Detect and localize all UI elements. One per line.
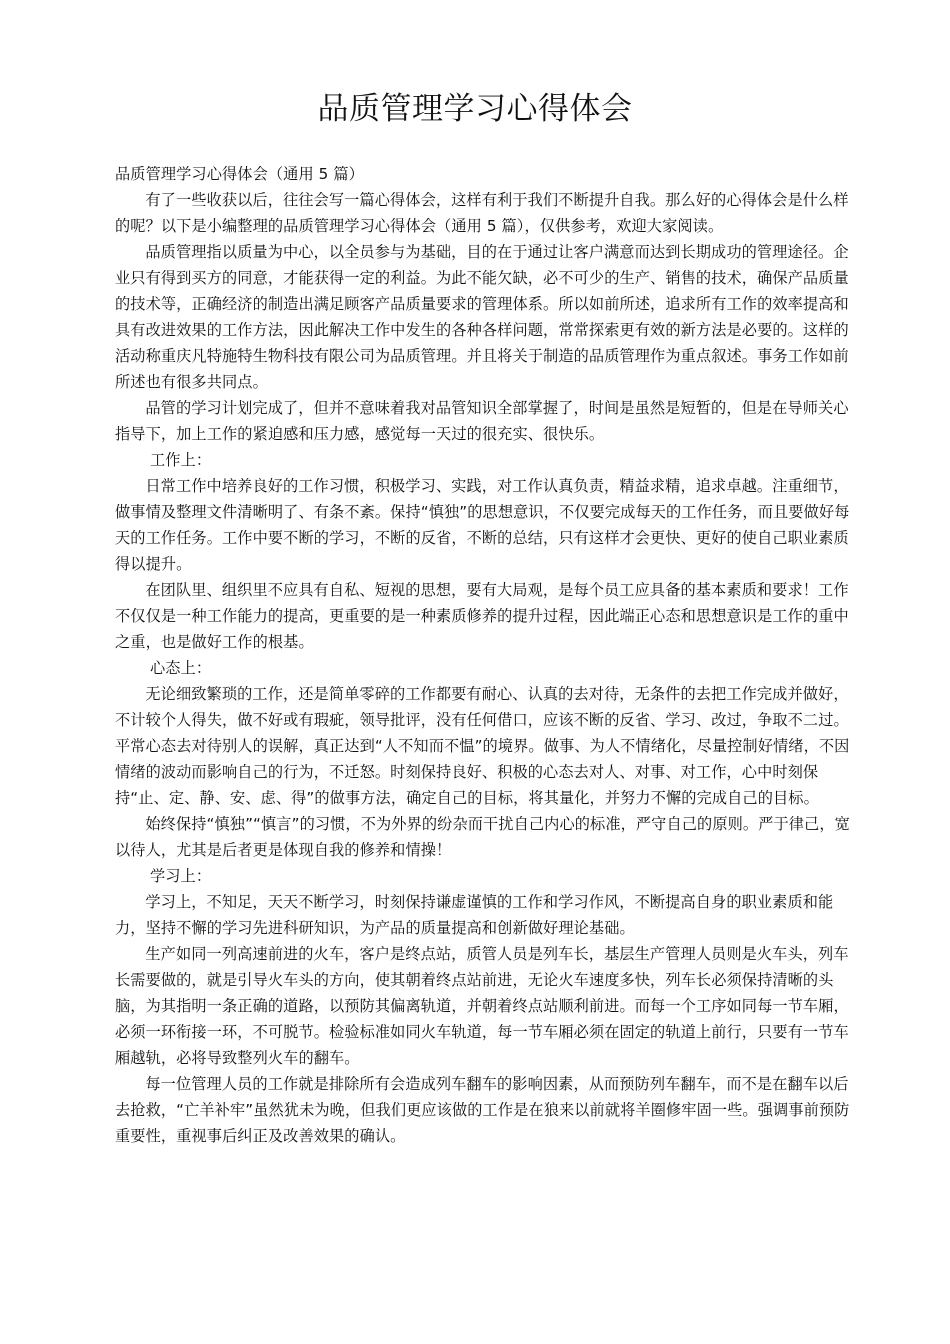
paragraph-self-discipline: 始终保持“慎独”“慎言”的习惯，不为外界的纷杂而干扰自己内心的标准，严守自己的原则。严于律己，宽以待人，尤其是后者更是体现自我的修养和情操！ <box>115 815 850 859</box>
section-heading-work: 工作上： <box>149 451 212 469</box>
paragraph-learning: 学习上，不知足，天天不断学习，时刻保持谦虚谨慎的工作和学习作风，不断提高自身的职业素质和能力，坚持不懈的学习先进科研知识，为产品的质量提高和创新做好理论基础。 <box>115 893 834 937</box>
document-subtitle: 品质管理学习心得体会（通用 5 篇） <box>115 165 364 183</box>
paragraph-intro: 有了一些收获以后，往往会写一篇心得体会，这样有利于我们不断提升自我。那么好的心得体会是什么样的呢？以下是小编整理的品质管理学习心得体会（通用 5 篇），仅供参考，欢迎大家阅读。 <box>115 191 849 235</box>
paragraph-teamwork: 在团队里、组织里不应具有自私、短视的思想，要有大局观，是每个员工应具备的基本素质和要求！工作不仅仅是一种工作能力的提高，更重要的是一种素质修养的提升过程，因此端正心态和思想意识是工作的重中之重，也是做好工作的根基。 <box>115 581 849 651</box>
section-heading-learning: 学习上： <box>149 867 212 885</box>
paragraph-prevention: 每一位管理人员的工作就是排除所有会造成列车翻车的影响因素，从而预防列车翻车，而不是在翻车以后去抢救，“亡羊补牢”虽然犹未为晚，但我们更应该做的工作是在狼来以前就将羊圈修牢固一些。强调事前预防重要性，重视事后纠正及改善效果的确认。 <box>115 1075 850 1145</box>
document-title: 品质管理学习心得体会 <box>317 91 633 127</box>
paragraph-definition: 品质管理指以质量为中心，以全员参与为基础，目的在于通过让客户满意而达到长期成功的管理途径。企业只有得到买方的同意，才能获得一定的利益。为此不能欠缺，必不可少的生产、销售的技术，确保产品质量的技术等，正确经济的制造出满足顾客产品质量要求的管理体系。所以如前所述，追求所有工作的效率提高和具有改进效果的工作方法，因此解决工作中发生的各种各样问题，常常探索更有效的新方法是必要的。这样的活动称重庆凡特施特生物科技有限公司为品质管理。并且将关于制造的品质管理作为重点叙述。事务工作如前所述也有很多共同点。 <box>115 243 849 391</box>
section-heading-mindset: 心态上： <box>149 659 212 677</box>
paragraph-work-habits: 日常工作中培养良好的工作习惯，积极学习、实践，对工作认真负责，精益求精，追求卓越。注重细节，做事情及整理文件清晰明了、有条不紊。保持“慎独”的思想意识，不仅要完成每天的工作任务，而且要做好每天的工作任务。工作中要不断的学习，不断的反省，不断的总结，只有这样才会更快、更好的使自己职业素质得以提升。 <box>115 477 850 573</box>
paragraph-train-analogy: 生产如同一列高速前进的火车，客户是终点站，质管人员是列车长，基层生产管理人员则是火车头，列车长需要做的，就是引导火车头的方向，使其朝着终点站前进，无论火车速度多快，列车长必须保持清晰的头脑，为其指明一条正确的道路，以预防其偏离轨道，并朝着终点站顺利前进。而每一个工序如同每一节车厢，必须一环衔接一环，不可脱节。检验标准如同火车轨道，每一节车厢必须在固定的轨道上前行，只要有一节车厢越轨，必将导致整列火车的翻车。 <box>115 945 849 1067</box>
paragraph-mindset: 无论细致繁琐的工作，还是简单零碎的工作都要有耐心、认真的去对待，无条件的去把工作完成并做好，不计较个人得失，做不好或有瑕疵，领导批评，没有任何借口，应该不断的反省、学习、改过，争取不二过。平常心态去对待别人的误解，真正达到“人不知而不愠”的境界。做事、为人不情绪化，尽量控制好情绪，不因情绪的波动而影响自己的行为，不迁怒。时刻保持良好、积极的心态去对人、对事、对工作，心中时刻保持“止、定、静、安、虑、得”的做事方法，确定自己的目标，将其量化，并努力不懈的完成自己的目标。 <box>115 685 850 807</box>
document-body <box>115 161 850 1149</box>
paragraph-study-plan: 品管的学习计划完成了，但并不意味着我对品管知识全部掌握了，时间是虽然是短暂的，但是在导师关心指导下，加上工作的紧迫感和压力感，感觉每一天过的很充实、很快乐。 <box>115 399 849 443</box>
